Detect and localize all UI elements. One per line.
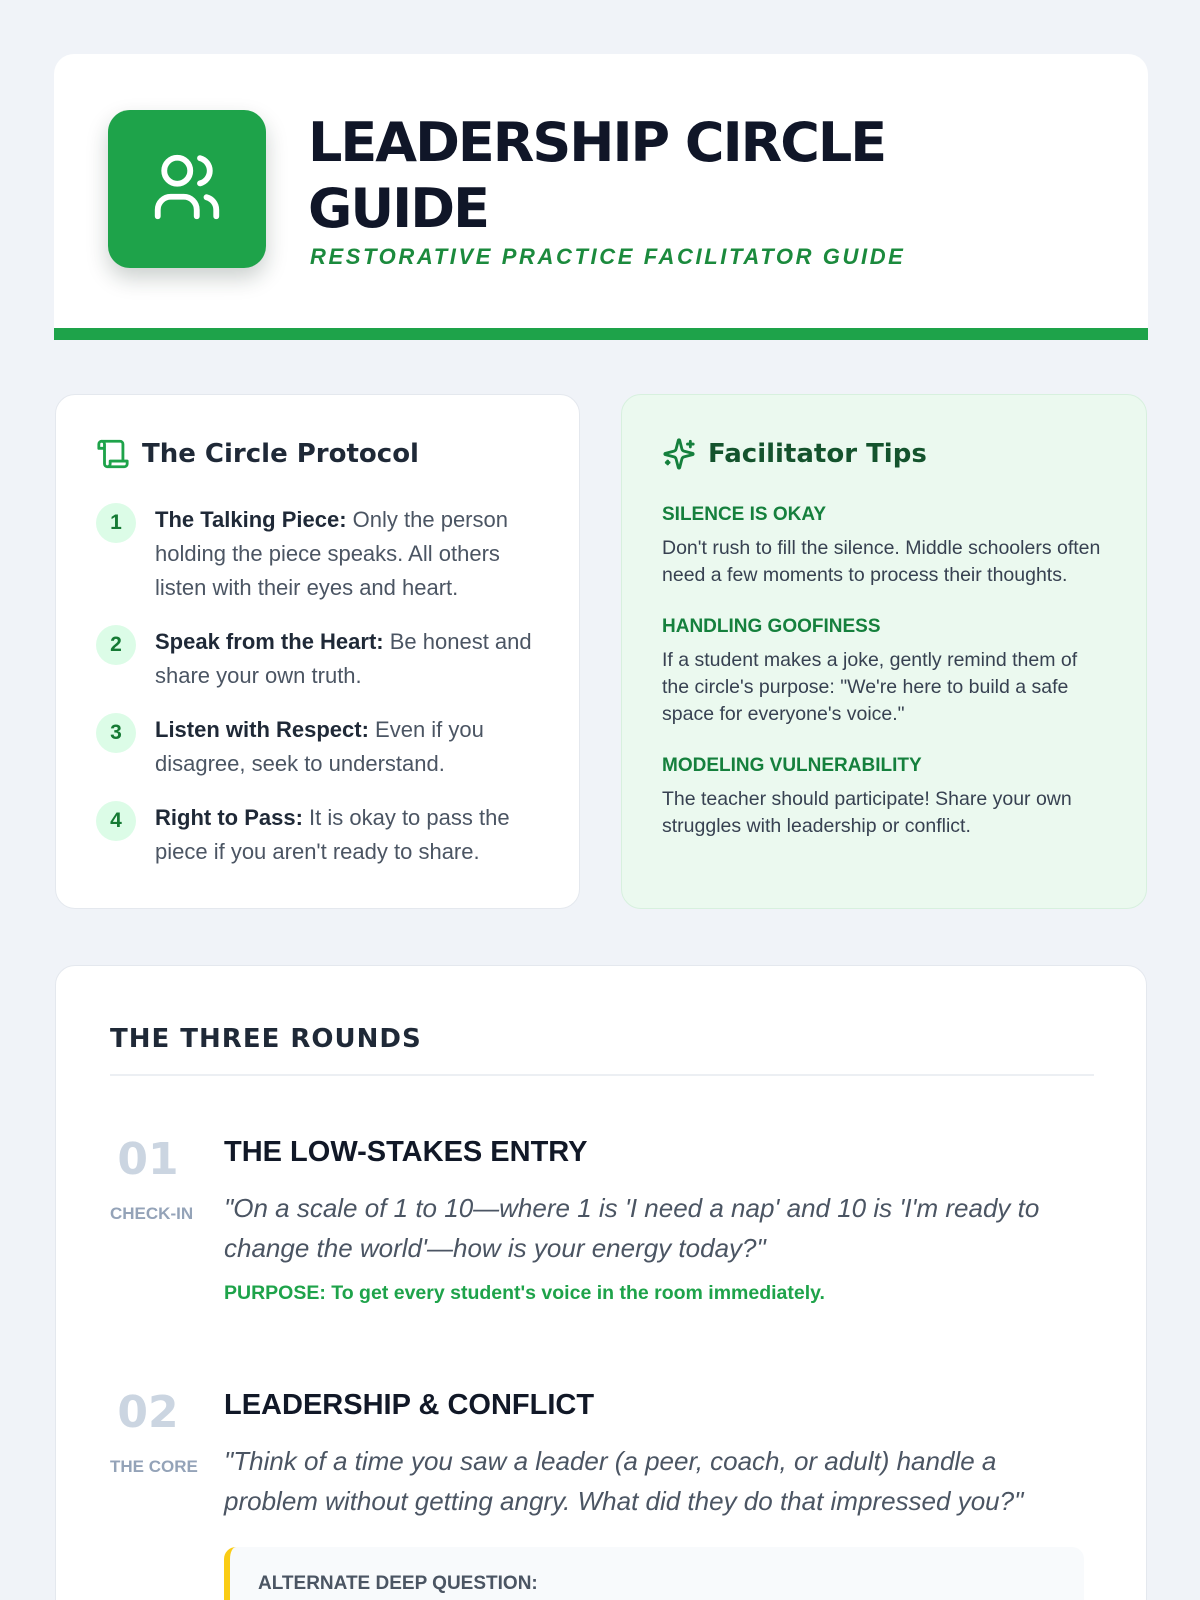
rule-text: It is okay to pass the piece if you aren't ready to share. — [155, 805, 510, 864]
protocol-rule — [96, 503, 536, 605]
rule-number-badge: 3 — [96, 713, 136, 753]
tip-text: If a student makes a joke, gently remind them of the circle's purpose: "We're here to build a safe space for everyone's voice." — [662, 649, 1078, 725]
page-title: LEADERSHIP CIRCLE GUIDE — [308, 111, 886, 240]
tips-list — [662, 503, 1102, 866]
circle-protocol-card — [55, 394, 580, 909]
protocol-heading-label: The Circle Protocol — [142, 439, 419, 469]
round-title: THE LOW-STAKES ENTRY — [224, 1136, 588, 1168]
rounds-heading: THE THREE ROUNDS — [110, 1024, 422, 1054]
rounds-divider — [110, 1074, 1094, 1076]
users-icon — [148, 148, 226, 231]
rule-title: Listen with Respect: — [155, 717, 369, 742]
tip-item — [662, 503, 1102, 589]
tips-heading — [662, 437, 927, 471]
three-rounds-card — [55, 965, 1147, 1600]
tip-title: MODELING VULNERABILITY — [662, 755, 922, 776]
rule-title: The Talking Piece: — [155, 507, 347, 532]
sparkles-icon — [662, 437, 696, 471]
tip-title: SILENCE IS OKAY — [662, 504, 827, 525]
rule-text: Only the person holding the piece speaks. All others listen with their eyes and heart. — [155, 507, 508, 600]
rule-text: Even if you disagree, seek to understand. — [155, 717, 484, 776]
scroll-icon — [96, 437, 130, 471]
tip-text: The teacher should participate! Share your own struggles with leadership or conflict. — [662, 788, 1072, 837]
rule-number-badge: 1 — [96, 503, 136, 543]
round-number: 01 — [117, 1134, 179, 1185]
protocol-rules — [96, 503, 536, 889]
round-tag: THE CORE — [110, 1457, 198, 1476]
alternate-question-label: ALTERNATE DEEP QUESTION: — [258, 1573, 538, 1594]
protocol-heading — [96, 437, 419, 471]
tip-item — [662, 754, 1102, 840]
round-body — [224, 1387, 1084, 1600]
tips-heading-label: Facilitator Tips — [708, 439, 927, 469]
round-purpose: PURPOSE: To get every student's voice in the room immediately. — [224, 1282, 825, 1304]
rule-number-badge: 4 — [96, 801, 136, 841]
rule-title: Speak from the Heart: — [155, 629, 384, 654]
round-number: 02 — [117, 1387, 179, 1438]
round-question: "On a scale of 1 to 10—where 1 is 'I need a nap' and 10 is 'I'm ready to change the world'—how is your energy today?" — [224, 1193, 1040, 1263]
logo-tile — [108, 110, 266, 268]
protocol-rule — [96, 713, 536, 781]
header-card — [54, 54, 1148, 340]
alternate-question-box — [224, 1547, 1084, 1600]
page-subtitle: RESTORATIVE PRACTICE FACILITATOR GUIDE — [310, 244, 906, 269]
protocol-rule — [96, 625, 536, 693]
protocol-rule — [96, 801, 536, 869]
round-body — [224, 1134, 1084, 1305]
rule-title: Right to Pass: — [155, 805, 303, 830]
tip-title: HANDLING GOOFINESS — [662, 616, 881, 637]
round-question: "Think of a time you saw a leader (a peer, coach, or adult) handle a problem without getting angry. What did they do that impressed you?" — [224, 1446, 1024, 1516]
tip-text: Don't rush to fill the silence. Middle schoolers often need a few moments to process their thoughts. — [662, 537, 1101, 586]
rule-number-badge: 2 — [96, 625, 136, 665]
round-tag: CHECK-IN — [110, 1204, 194, 1223]
tip-item — [662, 615, 1102, 728]
rule-text: Be honest and share your own truth. — [155, 629, 532, 688]
facilitator-tips-card — [621, 394, 1147, 909]
round-title: LEADERSHIP & CONFLICT — [224, 1389, 595, 1421]
